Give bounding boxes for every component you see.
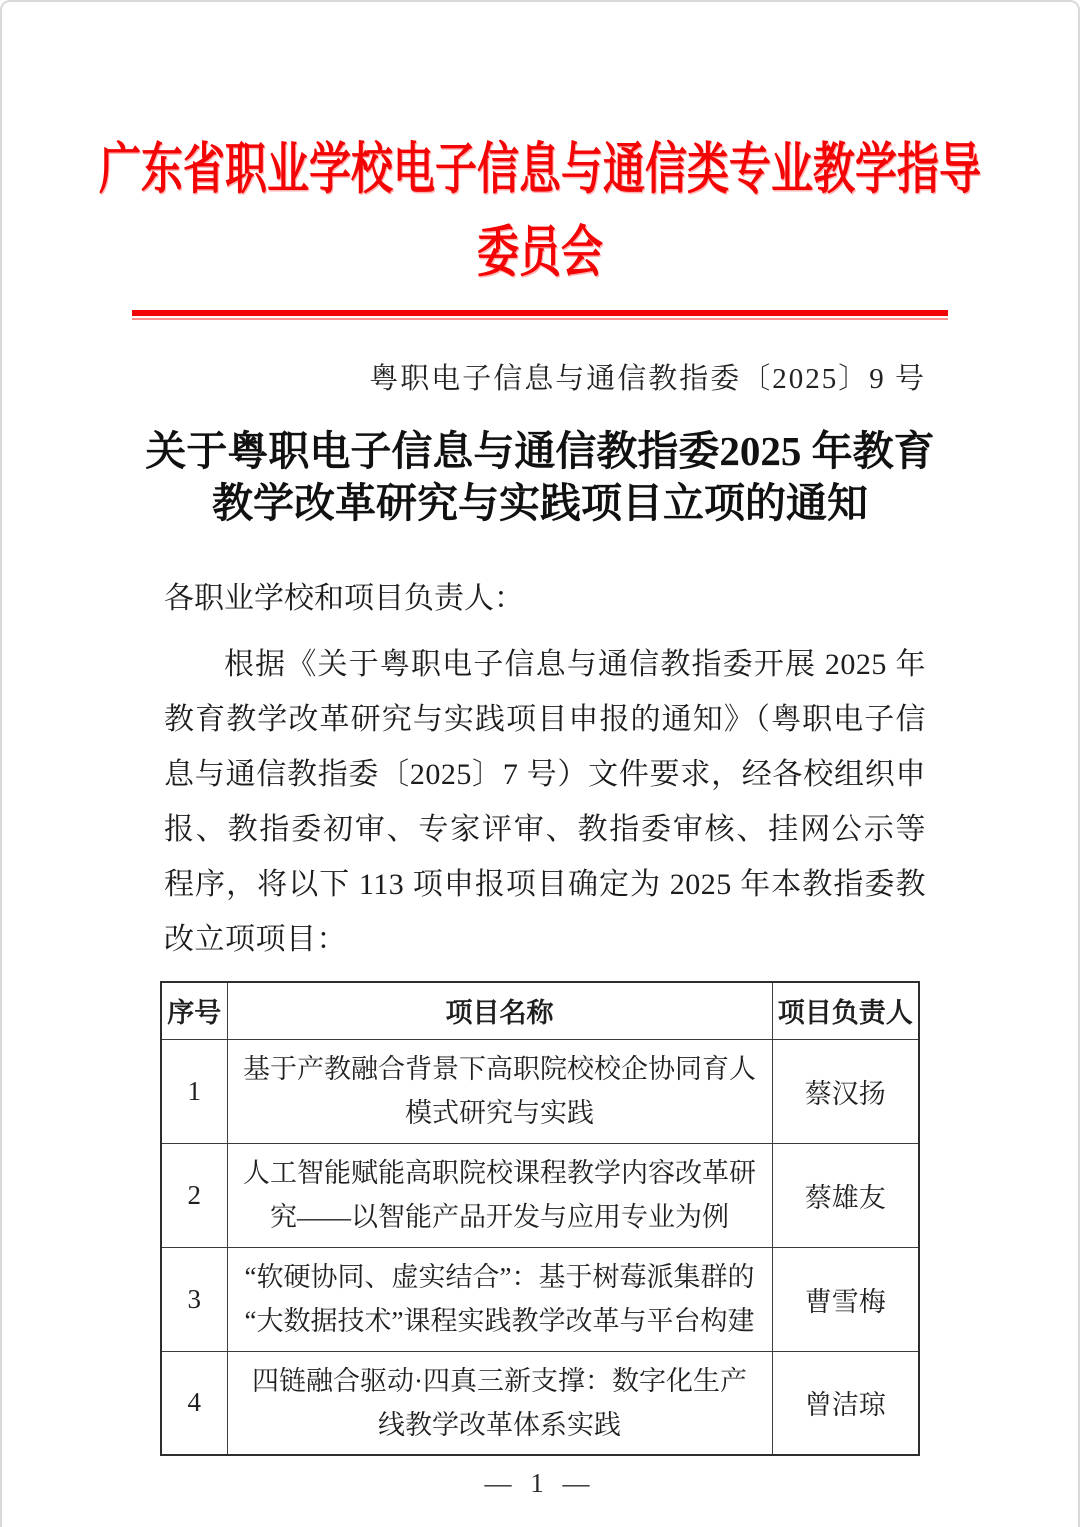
row-number-cell: 3 bbox=[161, 1247, 227, 1351]
org-header-title: 广东省职业学校电子信息与通信类专业教学指导委员会 bbox=[98, 140, 981, 285]
project-leader-cell: 曾洁琼 bbox=[772, 1351, 919, 1455]
table-row bbox=[161, 1247, 919, 1351]
projects-table bbox=[160, 981, 920, 1456]
table-row bbox=[161, 1351, 919, 1455]
project-name-cell: 四链融合驱动·四真三新支撑：数字化生产线教学改革体系实践 bbox=[227, 1351, 772, 1455]
table-header-row bbox=[161, 982, 919, 1039]
project-leader-cell: 曹雪梅 bbox=[772, 1247, 919, 1351]
project-leader-cell: 蔡汉扬 bbox=[772, 1039, 919, 1143]
notice-title: 关于粤职电子信息与通信教指委2025 年教育教学改革研究与实践项目立项的通知 bbox=[145, 428, 935, 526]
row-number-cell: 1 bbox=[161, 1039, 227, 1143]
project-name-cell: 基于产教融合背景下高职院校校企协同育人模式研究与实践 bbox=[227, 1039, 772, 1143]
project-name-cell: 人工智能赋能高职院校课程教学内容改革研究——以智能产品开发与应用专业为例 bbox=[227, 1143, 772, 1247]
page-number: — 1 — bbox=[484, 1468, 596, 1498]
project-name-cell: “软硬协同、虚实结合”：基于树莓派集群的“大数据技术”课程实践教学改革与平台构建 bbox=[227, 1247, 772, 1351]
header-project-leader: 项目负责人 bbox=[772, 982, 919, 1039]
row-number-cell: 2 bbox=[161, 1143, 227, 1247]
header-project-name: 项目名称 bbox=[227, 982, 772, 1039]
body-paragraph: 根据《关于粤职电子信息与通信教指委开展 2025 年教育教学改革研究与实践项目申报的通知》（粤职电子信息与通信教指委〔2025〕7 号）文件要求，经各校组织申报、教指委初审、专家评审、教指委审核、挂网公示等程序，将以下 113 项申报项目确定为 2025 年本教指委教改立项项目： bbox=[164, 648, 926, 956]
table-row bbox=[161, 1143, 919, 1247]
red-separator-rule bbox=[132, 310, 948, 320]
header-serial-number: 序号 bbox=[161, 982, 227, 1039]
salutation: 各职业学校和项目负责人： bbox=[164, 582, 524, 615]
table-row bbox=[161, 1039, 919, 1143]
document-number: 粤职电子信息与通信教指委〔2025〕9 号 bbox=[369, 363, 926, 395]
red-rule-thin-line bbox=[132, 318, 948, 320]
project-leader-cell: 蔡雄友 bbox=[772, 1143, 919, 1247]
row-number-cell: 4 bbox=[161, 1351, 227, 1455]
